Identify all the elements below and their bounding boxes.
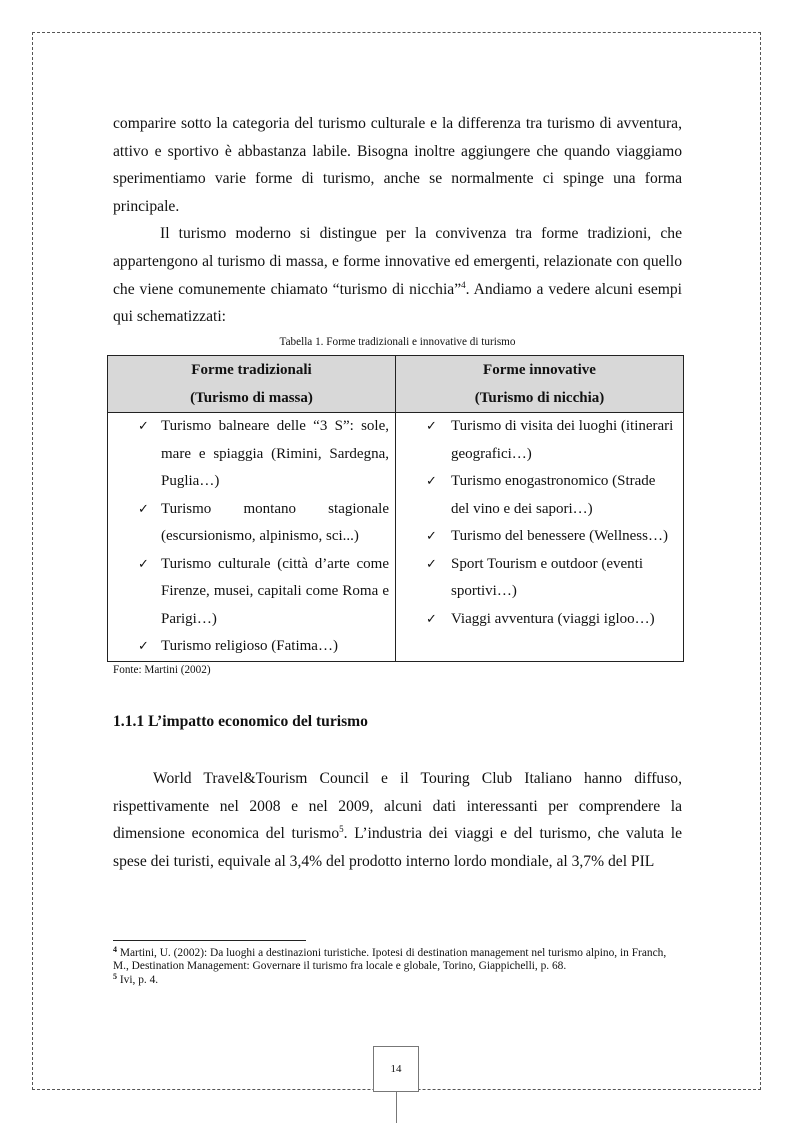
footnote-5: $^5$ Ivi, p. 4. [113, 971, 159, 986]
list-item: ✓ Sport Tourism e outdoor (eventi sportivi…) [396, 551, 677, 606]
table-caption: Tabella 1. Forme tradizionali e innovative di turismo [279, 336, 516, 348]
checkmark-icon: ✓ [138, 639, 149, 654]
intro-text [113, 110, 682, 331]
list-item: ✓ Turismo montano stagionale (escursionismo, alpinismo, sci...) [108, 496, 389, 551]
traditional-column [108, 413, 396, 662]
checkmark-icon: ✓ [138, 419, 149, 434]
tourism-forms-table [107, 355, 684, 662]
page-number: 14 [373, 1046, 419, 1092]
checkmark-icon: ✓ [426, 556, 437, 572]
footnotes [113, 947, 683, 987]
checkmark-icon: ✓ [138, 556, 149, 572]
section-heading: 1.1.1 L’impatto economico del turismo [113, 713, 368, 730]
footnote-ref-5[interactable]: 5 [339, 824, 344, 835]
list-item: ✓ Turismo di visita dei luoghi (itinerari geografici…) [396, 413, 677, 468]
checkmark-icon: ✓ [426, 419, 437, 434]
list-item: ✓ Turismo culturale (città d’arte come Firenze, musei, capitali come Roma e Parigi…) [108, 551, 389, 634]
innovative-column [396, 413, 684, 662]
list-item: ✓ Turismo religioso (Fatima…) [108, 633, 389, 661]
paragraph-modern-tourism: Il turismo moderno si distingue per la convivenza tra forme tradizioni, che appartengono al turismo di massa, e forme innovative ed emergenti, relazionate con quello che viene comunemente chiamato “turismo di nicchia”$^4$. Andiamo a vedere alcuni esempi qui schematizzati: [113, 225, 683, 326]
checkmark-icon: ✓ [426, 474, 437, 489]
checkmark-icon: ✓ [138, 501, 149, 517]
checkmark-icon: ✓ [426, 529, 437, 544]
list-item: ✓ Viaggi avventura (viaggi igloo…) [396, 606, 677, 634]
section-text [113, 765, 682, 875]
footnote-divider [113, 940, 306, 941]
list-item: ✓ Turismo enogastronomico (Strade del vino e dei sapori…) [396, 468, 677, 523]
page-number-connector [396, 1092, 397, 1123]
header-traditional: Forme tradizionali (Turismo di massa) [108, 356, 396, 413]
list-item: ✓ Turismo del benessere (Wellness…) [396, 523, 677, 551]
checkmark-icon: ✓ [426, 611, 437, 627]
table-source: Fonte: Martini (2002) [113, 664, 211, 676]
list-item: ✓ Turismo balneare delle “3 S”: sole, mare e spiaggia (Rimini, Sardegna, Puglia…) [108, 413, 389, 496]
paragraph-continued: comparire sotto la categoria del turismo culturale e la differenza tra turismo di avventura, attivo e sportivo è abbastanza labile. Bisogna inoltre aggiungere che quando viaggiamo sperimentiamo varie forme di turismo, anche se normalmente ci spinge una forma principale. [113, 115, 682, 215]
header-innovative: Forme innovative (Turismo di nicchia) [396, 356, 684, 413]
footnote-ref-4[interactable]: 4 [461, 279, 466, 290]
paragraph-economic-impact: World Travel&Tourism Council e il Touring Club Italiano hanno diffuso, rispettivamente nel 2008 e nel 2009, alcuni dati interessanti per comprendere la dimensione economica del turismo$^5$. L’industria dei viaggi e del turismo, che valuta le spese dei turisti, equivale al 3,4% del prodotto interno lordo mondiale, al 3,7% del PIL [113, 770, 682, 870]
footnote-4: $^4$ Martini, U. (2002): Da luoghi a destinazioni turistiche. Ipotesi di destination management nel turismo alpino, in Franch, M., Destination Management: Governare il turismo fra locale e globale, Torino, Giappichelli, p. 68. [113, 945, 667, 973]
